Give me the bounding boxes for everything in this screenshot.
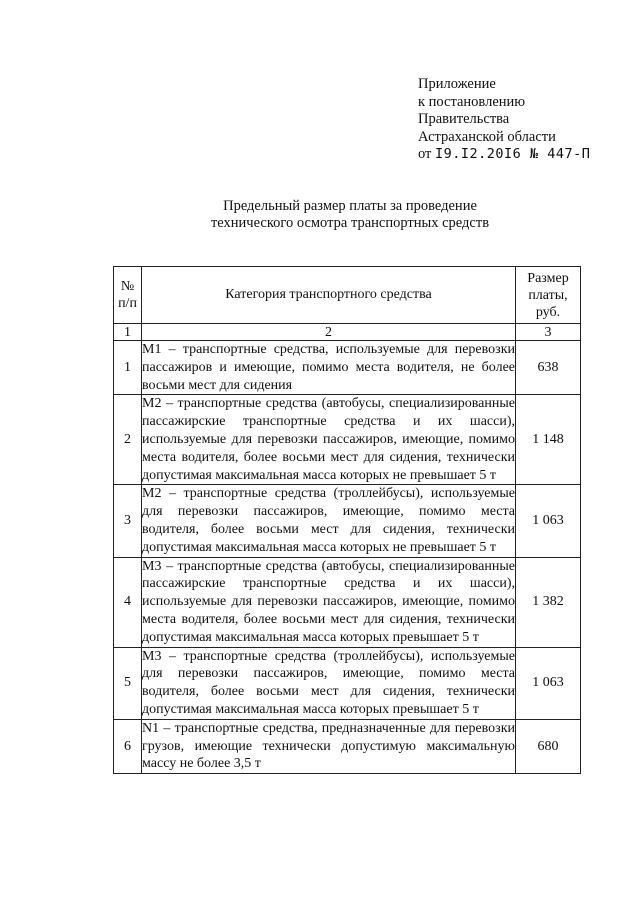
fee-amount: 1 148 [516, 395, 581, 485]
document-title [100, 198, 600, 232]
fee-amount: 1 382 [516, 557, 581, 647]
vehicle-category: M3 – транспортные средства (автобусы, специализированные пассажирские транспортные средства и их шасси), используемые для перевозки пассажиров, имеющие, помимо места водителя, более восьми мест для сидения, технически допустимая максимальная масса которых превышает 5 т [142, 557, 516, 647]
row-number: 4 [114, 557, 142, 647]
vehicle-category: M2 – транспортные средства (автобусы, специализированные пассажирские транспортные средства и их шасси), используемые для перевозки пассажиров, имеющие, помимо места водителя, более восьми мест для сидения, технически допустимая максимальная масса которых не превышает 5 т [142, 395, 516, 485]
row-number: 6 [114, 719, 142, 773]
table-row [114, 485, 581, 557]
appendix-label: Приложение [418, 76, 496, 92]
document-title-line-2: технического осмотра транспортных средств [210, 215, 490, 231]
date-prefix: от [418, 146, 432, 163]
resolution-date-line [418, 146, 590, 164]
fee-amount: 1 063 [516, 647, 581, 719]
fee-amount: 680 [516, 719, 581, 773]
column-index-3: 3 [516, 324, 581, 341]
header-vehicle-category: Категория транспортного средства [142, 267, 516, 324]
row-number: 2 [114, 395, 142, 485]
appendix-header [418, 76, 590, 164]
resolution-date-stamp: I9.I2.20I6 № 447-П [435, 146, 591, 163]
row-number: 1 [114, 341, 142, 395]
vehicle-category: M1 – транспортные средства, используемые для перевозки пассажиров и имеющие, помимо места водителя, не более восьми мест для сидения [142, 341, 516, 395]
row-number: 3 [114, 485, 142, 557]
header-fee-amount: Размер платы, руб. [516, 267, 581, 324]
table-row [114, 557, 581, 647]
table-row [114, 341, 581, 395]
table-header-row [114, 267, 581, 324]
document-title-line-1: Предельный размер платы за проведение [223, 198, 477, 214]
table-row [114, 647, 581, 719]
column-index-row [114, 324, 581, 341]
fee-amount: 1 063 [516, 485, 581, 557]
header-row-number: № п/п [114, 267, 142, 324]
table-row [114, 395, 581, 485]
row-number: 5 [114, 647, 142, 719]
column-index-2: 2 [142, 324, 516, 341]
appendix-region: Астраханской области [418, 128, 556, 145]
column-index-1: 1 [114, 324, 142, 341]
vehicle-category: N1 – транспортные средства, предназначенные для перевозки грузов, имеющие технически допустимую максимальную массу не более 3,5 т [142, 719, 516, 773]
table-row [114, 719, 581, 773]
appendix-government: Правительства [418, 111, 510, 128]
vehicle-category: M2 – транспортные средства (троллейбусы), используемые для перевозки пассажиров, имеющие, помимо места водителя, более восьми мест для сидения, технически допустимая максимальная масса которых не превышает 5 т [142, 485, 516, 557]
fee-amount: 638 [516, 341, 581, 395]
vehicle-category: M3 – транспортные средства (троллейбусы), используемые для перевозки пассажиров, имеющие, помимо места водителя, более восьми мест для сидения, технически допустимая максимальная масса которых превышает 5 т [142, 647, 516, 719]
appendix-to-resolution: к постановлению [418, 93, 526, 110]
inspection-fee-table [113, 266, 581, 774]
